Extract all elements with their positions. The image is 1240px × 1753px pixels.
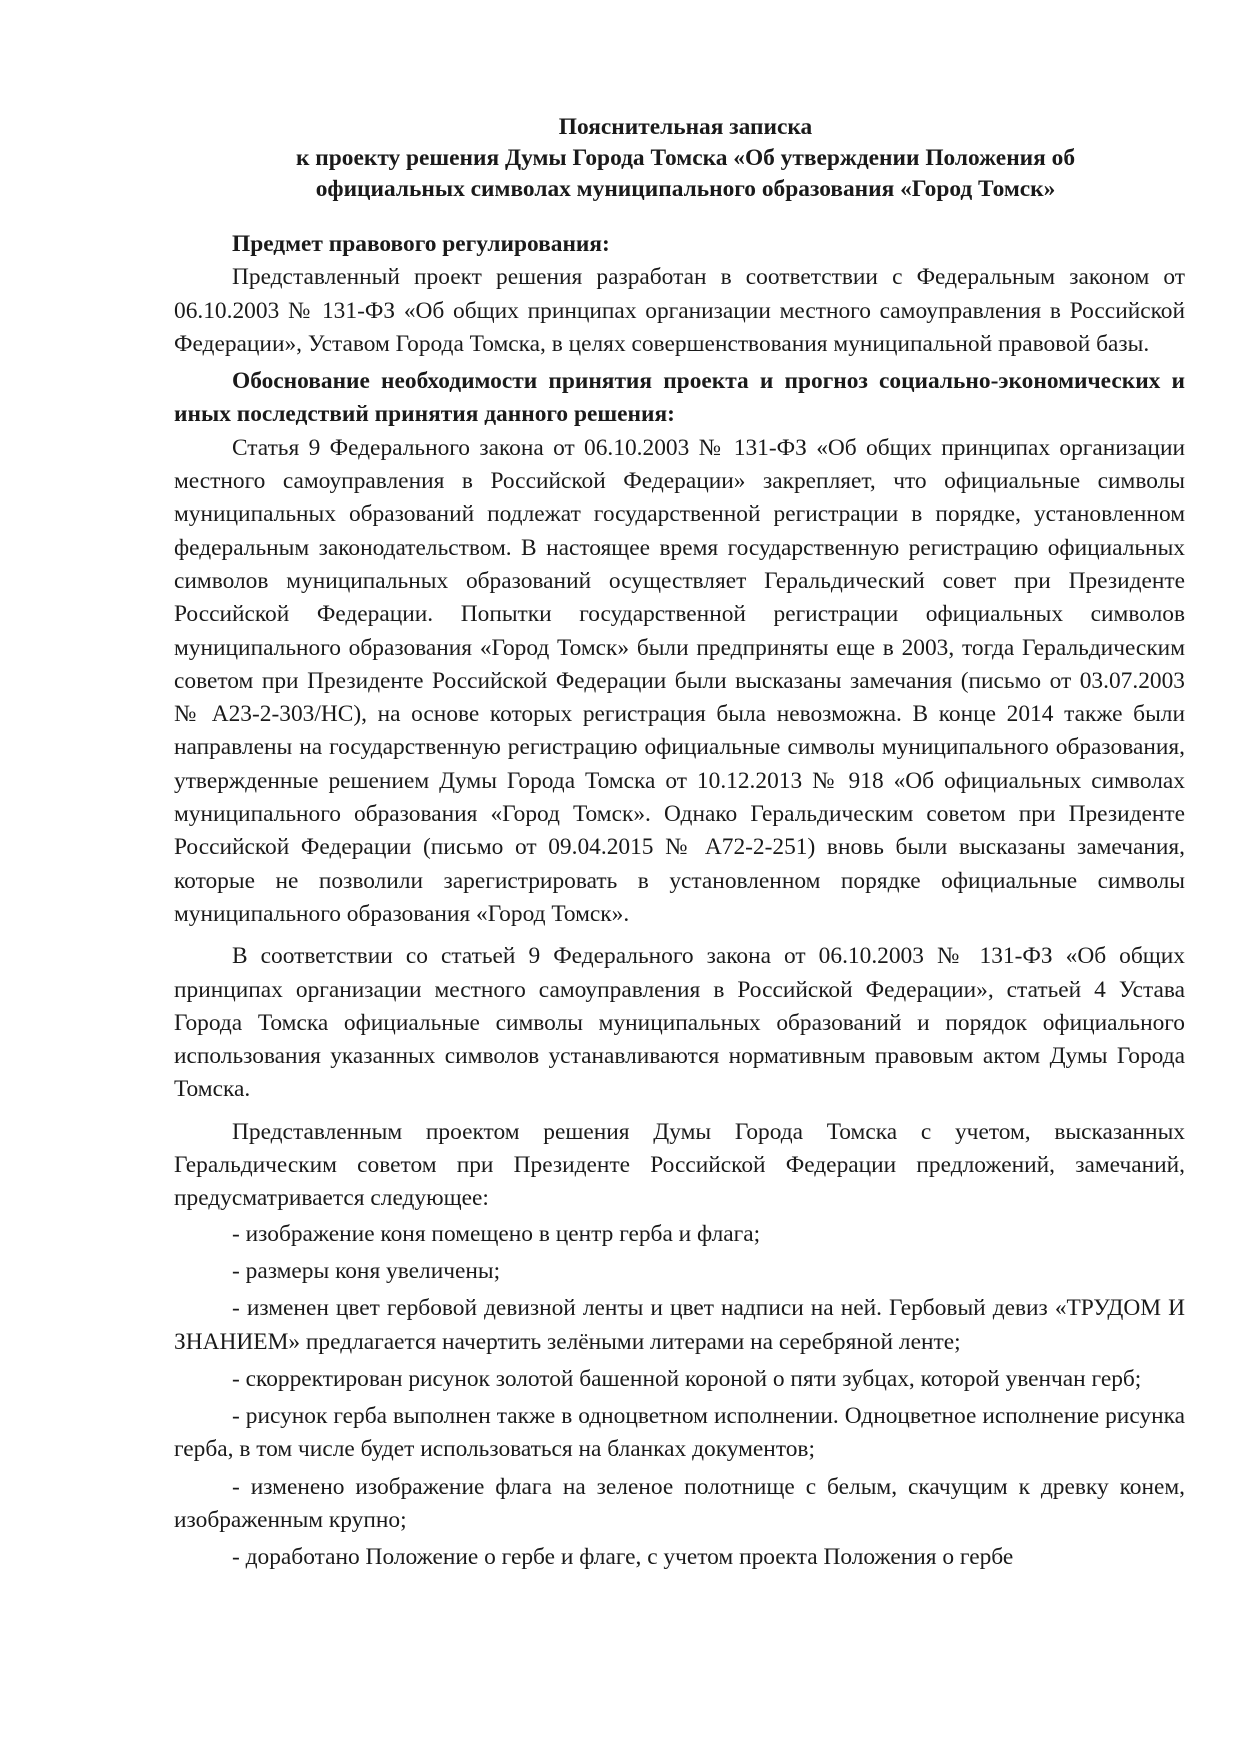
- list-item: - рисунок герба выполнен также в одноцветном исполнении. Одноцветное исполнение рисунка герба, в том числе будет использоваться на бланках документов;: [174, 1403, 1185, 1463]
- paragraph-article-9: Статья 9 Федерального закона от 06.10.2003 № 131-ФЗ «Об общих принципах организации местного самоуправления в Российской Федерации» закрепляет, что официальные символы муниципальных образований подлежат государственной регистрации в порядке, установленном федеральным законодательством. В настоящее время государственную регистрацию официальных символов муниципальных образований осуществляет Геральдический совет при Президенте Российской Федерации. Попытки государственной регистрации официальных символов муниципального образования «Город Томск» были предприняты еще в 2003, тогда Геральдическим советом при Президенте Российской Федерации были высказаны замечания (письмо от 03.07.2003 № А23-2-303/НС), на основе которых регистрация была невозможна. В конце 2014 также были направлены на государственную регистрацию официальные символы муниципального образования, утвержденные решением Думы Города Томска от 10.12.2013 № 918 «Об официальных символах муниципального образования «Город Томск». Однако Геральдическим советом при Президенте Российской Федерации (письмо от 09.04.2015 № А72-2-251) вновь были высказаны замечания, которые не позволили зарегистрировать в установленном порядке официальные символы муниципального образования «Город Томск».: [174, 434, 1185, 927]
- paragraph-provisions-intro: Представленным проектом решения Думы Города Томска с учетом, высказанных Геральдическим советом при Президенте Российской Федерации предложений, замечаний, предусматривается следующее:: [174, 1118, 1185, 1212]
- paragraph-subject: Представленный проект решения разработан в соответствии с Федеральным законом от 06.10.2003 № 131-ФЗ «Об общих принципах организации местного самоуправления в Российской Федерации», Уставом Города Томска, в целях совершенствования муниципальной правовой базы.: [174, 264, 1185, 357]
- list-item: - изменено изображение флага на зеленое полотнище с белым, скачущим к древку конем, изображенным крупно;: [174, 1473, 1185, 1533]
- section-heading-justification: Обоснование необходимости принятия проекта и прогноз социально-экономических и иных последствий принятия данного решения:: [174, 368, 1185, 428]
- paragraph-charter: В соответствии со статьей 9 Федерального закона от 06.10.2003 № 131-ФЗ «Об общих принципах организации местного самоуправления в Российской Федерации», статьей 4 Устава Города Томска официальные символы муниципальных образований и порядок официального использования указанных символов устанавливаются нормативным правовым актом Думы Города Томска.: [174, 943, 1185, 1103]
- title-line-3: официальных символах муниципального образования «Город Томск»: [315, 176, 1056, 202]
- document-title: [174, 112, 1185, 205]
- title-line-1: Пояснительная записка: [558, 114, 813, 140]
- list-item: - скорректирован рисунок золотой башенной короной о пяти зубцах, которой увенчан герб;: [232, 1365, 1142, 1392]
- provisions-list: [174, 1218, 1185, 1575]
- list-item: - изменен цвет гербовой девизной ленты и цвет надписи на ней. Гербовый девиз «ТРУДОМ И ЗНАНИЕМ» предлагается начертить зелёными литерами на серебряной ленте;: [174, 1295, 1185, 1355]
- title-line-2: к проекту решения Думы Города Томска «Об утверждении Положения об: [295, 145, 1076, 171]
- list-item: - изображение коня помещено в центр герба и флага;: [232, 1220, 761, 1247]
- list-item: - размеры коня увеличены;: [232, 1257, 501, 1284]
- section-heading-subject: Предмет правового регулирования:: [232, 231, 610, 257]
- list-item: - доработано Положение о гербе и флаге, с учетом проекта Положения о гербе: [232, 1544, 1014, 1571]
